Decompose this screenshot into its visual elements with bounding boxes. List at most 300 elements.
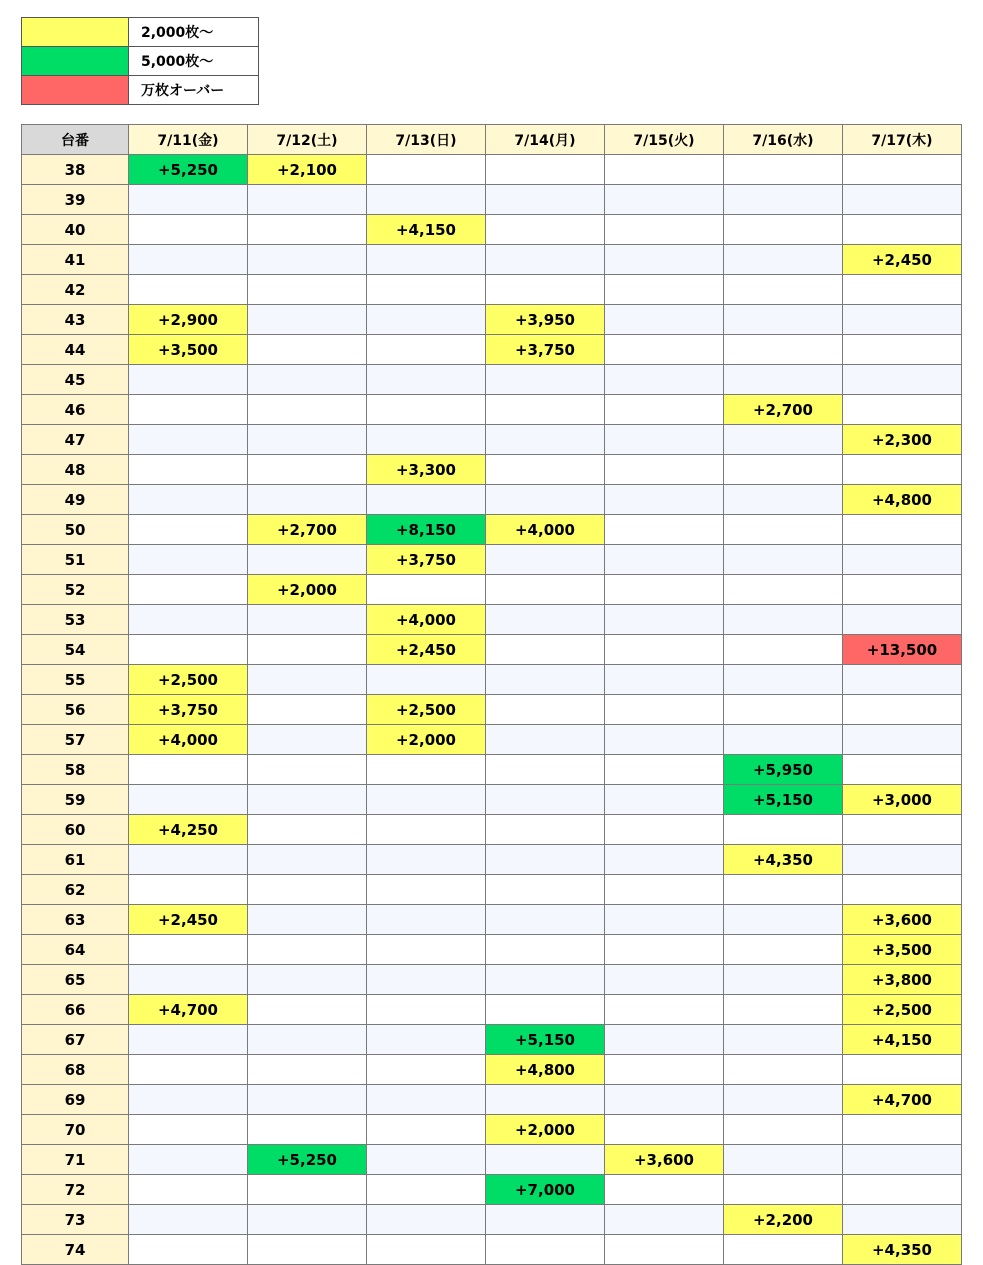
result-cell xyxy=(605,485,724,515)
result-cell xyxy=(843,725,962,755)
result-cell: +4,350 xyxy=(724,845,843,875)
result-cell xyxy=(843,755,962,785)
header-date: 7/13(日) xyxy=(367,125,486,155)
result-cell xyxy=(843,1115,962,1145)
machine-number: 57 xyxy=(22,725,129,755)
result-cell xyxy=(843,275,962,305)
machine-number: 58 xyxy=(22,755,129,785)
result-cell xyxy=(129,425,248,455)
result-cell xyxy=(605,575,724,605)
table-row xyxy=(22,1235,962,1265)
result-cell xyxy=(843,365,962,395)
result-cell xyxy=(724,995,843,1025)
machine-number: 67 xyxy=(22,1025,129,1055)
result-cell: +5,150 xyxy=(724,785,843,815)
result-cell xyxy=(605,1085,724,1115)
result-cell: +3,500 xyxy=(129,335,248,365)
result-cell: +2,500 xyxy=(843,995,962,1025)
machine-number: 63 xyxy=(22,905,129,935)
table-body xyxy=(22,155,962,1265)
result-cell xyxy=(129,575,248,605)
result-cell xyxy=(724,965,843,995)
result-cell: +2,000 xyxy=(367,725,486,755)
result-cell: +4,800 xyxy=(486,1055,605,1085)
header-date: 7/15(火) xyxy=(605,125,724,155)
result-cell xyxy=(248,545,367,575)
result-cell xyxy=(248,335,367,365)
result-cell xyxy=(248,905,367,935)
result-cell xyxy=(248,755,367,785)
result-cell xyxy=(724,905,843,935)
result-cell xyxy=(248,995,367,1025)
result-cell xyxy=(129,635,248,665)
table-row xyxy=(22,1145,962,1175)
result-cell xyxy=(724,335,843,365)
result-cell xyxy=(843,155,962,185)
table-row xyxy=(22,1115,962,1145)
result-cell xyxy=(129,1085,248,1115)
result-cell xyxy=(129,965,248,995)
result-cell xyxy=(248,215,367,245)
result-cell: +2,450 xyxy=(843,245,962,275)
machine-number: 59 xyxy=(22,785,129,815)
result-cell xyxy=(724,815,843,845)
result-cell: +3,750 xyxy=(486,335,605,365)
result-cell xyxy=(367,1115,486,1145)
result-cell xyxy=(605,545,724,575)
result-cell xyxy=(248,665,367,695)
result-cell: +2,300 xyxy=(843,425,962,455)
result-cell xyxy=(129,785,248,815)
result-cell xyxy=(605,905,724,935)
result-cell xyxy=(605,185,724,215)
result-cell xyxy=(367,755,486,785)
table-row xyxy=(22,425,962,455)
table-row xyxy=(22,635,962,665)
result-cell xyxy=(486,485,605,515)
result-cell xyxy=(129,365,248,395)
header-date: 7/16(水) xyxy=(724,125,843,155)
result-cell xyxy=(486,725,605,755)
result-cell xyxy=(367,155,486,185)
result-cell xyxy=(248,1235,367,1265)
machine-number: 53 xyxy=(22,605,129,635)
result-cell xyxy=(248,875,367,905)
result-cell: +5,950 xyxy=(724,755,843,785)
legend-row-2000 xyxy=(22,18,259,47)
results-table xyxy=(21,124,962,1265)
result-cell xyxy=(605,215,724,245)
table-row xyxy=(22,1055,962,1085)
result-cell xyxy=(129,1055,248,1085)
result-cell: +4,150 xyxy=(367,215,486,245)
machine-number: 68 xyxy=(22,1055,129,1085)
result-cell xyxy=(486,965,605,995)
result-cell xyxy=(129,875,248,905)
result-cell: +2,700 xyxy=(724,395,843,425)
result-cell xyxy=(129,485,248,515)
table-row xyxy=(22,845,962,875)
machine-number: 70 xyxy=(22,1115,129,1145)
result-cell xyxy=(367,335,486,365)
machine-number: 41 xyxy=(22,245,129,275)
machine-number: 45 xyxy=(22,365,129,395)
table-row xyxy=(22,485,962,515)
result-cell xyxy=(605,305,724,335)
result-cell xyxy=(486,575,605,605)
result-cell xyxy=(605,455,724,485)
result-cell xyxy=(843,395,962,425)
result-cell xyxy=(724,1115,843,1145)
result-cell xyxy=(843,1175,962,1205)
result-cell xyxy=(248,185,367,215)
result-cell xyxy=(843,1055,962,1085)
result-cell xyxy=(605,1055,724,1085)
table-row xyxy=(22,695,962,725)
result-cell xyxy=(248,245,367,275)
result-cell xyxy=(367,1025,486,1055)
table-row xyxy=(22,605,962,635)
result-cell xyxy=(486,215,605,245)
result-cell xyxy=(248,305,367,335)
result-cell: +2,100 xyxy=(248,155,367,185)
legend-label-5000: 5,000枚～ xyxy=(129,47,259,76)
result-cell xyxy=(843,605,962,635)
result-cell xyxy=(605,1025,724,1055)
result-cell xyxy=(367,875,486,905)
table-row xyxy=(22,215,962,245)
result-cell xyxy=(605,395,724,425)
table-row xyxy=(22,785,962,815)
result-cell: +7,000 xyxy=(486,1175,605,1205)
result-cell xyxy=(248,1175,367,1205)
result-cell xyxy=(248,275,367,305)
legend-swatch-red xyxy=(22,76,129,105)
result-cell xyxy=(248,1205,367,1235)
header-date: 7/12(土) xyxy=(248,125,367,155)
result-cell xyxy=(605,515,724,545)
result-cell xyxy=(486,875,605,905)
result-cell xyxy=(724,1145,843,1175)
table-row xyxy=(22,725,962,755)
result-cell xyxy=(129,845,248,875)
result-cell: +2,500 xyxy=(129,665,248,695)
result-cell xyxy=(724,575,843,605)
result-cell xyxy=(605,695,724,725)
result-cell xyxy=(724,455,843,485)
result-cell xyxy=(129,455,248,485)
table-row xyxy=(22,1175,962,1205)
machine-number: 72 xyxy=(22,1175,129,1205)
result-cell xyxy=(724,1085,843,1115)
result-cell: +4,800 xyxy=(843,485,962,515)
result-cell xyxy=(724,1025,843,1055)
result-cell: +2,900 xyxy=(129,305,248,335)
result-cell xyxy=(724,215,843,245)
result-cell xyxy=(248,1115,367,1145)
machine-number: 62 xyxy=(22,875,129,905)
machine-number: 44 xyxy=(22,335,129,365)
result-cell xyxy=(367,995,486,1025)
result-cell xyxy=(843,665,962,695)
table-row xyxy=(22,995,962,1025)
header-machine-number: 台番 xyxy=(22,125,129,155)
legend-row-10000 xyxy=(22,76,259,105)
result-cell xyxy=(486,395,605,425)
result-cell xyxy=(843,845,962,875)
result-cell xyxy=(129,275,248,305)
result-cell xyxy=(129,1025,248,1055)
result-cell xyxy=(843,515,962,545)
result-cell xyxy=(486,845,605,875)
result-cell xyxy=(486,995,605,1025)
result-cell: +3,750 xyxy=(367,545,486,575)
machine-number: 60 xyxy=(22,815,129,845)
result-cell xyxy=(724,1175,843,1205)
machine-number: 47 xyxy=(22,425,129,455)
result-cell xyxy=(248,635,367,665)
legend-label-2000: 2,000枚～ xyxy=(129,18,259,47)
result-cell xyxy=(843,455,962,485)
table-row xyxy=(22,305,962,335)
legend-swatch-green xyxy=(22,47,129,76)
header-date: 7/14(月) xyxy=(486,125,605,155)
table-row xyxy=(22,545,962,575)
machine-number: 42 xyxy=(22,275,129,305)
result-cell xyxy=(605,365,724,395)
result-cell xyxy=(843,1205,962,1235)
result-cell: +3,800 xyxy=(843,965,962,995)
result-cell xyxy=(486,245,605,275)
result-cell xyxy=(724,245,843,275)
result-cell xyxy=(486,665,605,695)
result-cell xyxy=(486,455,605,485)
result-cell xyxy=(724,545,843,575)
result-cell xyxy=(724,665,843,695)
result-cell xyxy=(486,905,605,935)
result-cell: +4,250 xyxy=(129,815,248,845)
result-cell xyxy=(843,1145,962,1175)
result-cell xyxy=(367,245,486,275)
result-cell: +3,300 xyxy=(367,455,486,485)
result-cell xyxy=(605,725,724,755)
result-cell xyxy=(724,275,843,305)
table-row xyxy=(22,815,962,845)
result-cell: +3,750 xyxy=(129,695,248,725)
result-cell xyxy=(486,425,605,455)
result-cell xyxy=(724,605,843,635)
result-cell xyxy=(843,305,962,335)
result-cell: +3,500 xyxy=(843,935,962,965)
result-cell: +13,500 xyxy=(843,635,962,665)
result-cell xyxy=(129,1235,248,1265)
table-row xyxy=(22,1085,962,1115)
machine-number: 64 xyxy=(22,935,129,965)
table-row xyxy=(22,455,962,485)
result-cell: +4,350 xyxy=(843,1235,962,1265)
result-cell: +5,250 xyxy=(248,1145,367,1175)
machine-number: 50 xyxy=(22,515,129,545)
result-cell xyxy=(248,725,367,755)
result-cell xyxy=(605,605,724,635)
machine-number: 40 xyxy=(22,215,129,245)
result-cell xyxy=(129,755,248,785)
result-cell xyxy=(129,1145,248,1175)
table-row xyxy=(22,335,962,365)
result-cell: +4,700 xyxy=(843,1085,962,1115)
machine-number: 39 xyxy=(22,185,129,215)
result-cell xyxy=(605,815,724,845)
result-cell xyxy=(129,185,248,215)
result-cell xyxy=(486,185,605,215)
machine-number: 69 xyxy=(22,1085,129,1115)
result-cell: +4,000 xyxy=(486,515,605,545)
table-row xyxy=(22,1025,962,1055)
result-cell xyxy=(486,1145,605,1175)
result-cell xyxy=(605,665,724,695)
table-row xyxy=(22,755,962,785)
result-cell xyxy=(843,215,962,245)
table-row xyxy=(22,245,962,275)
machine-number: 66 xyxy=(22,995,129,1025)
result-cell xyxy=(248,965,367,995)
result-cell: +5,250 xyxy=(129,155,248,185)
machine-number: 56 xyxy=(22,695,129,725)
result-cell xyxy=(248,395,367,425)
result-cell xyxy=(129,545,248,575)
result-cell xyxy=(248,1025,367,1055)
result-cell xyxy=(486,155,605,185)
result-cell xyxy=(843,335,962,365)
result-cell: +4,000 xyxy=(367,605,486,635)
result-cell xyxy=(724,935,843,965)
result-cell xyxy=(724,725,843,755)
result-cell xyxy=(605,875,724,905)
result-cell xyxy=(129,935,248,965)
result-cell: +4,700 xyxy=(129,995,248,1025)
result-cell: +2,000 xyxy=(486,1115,605,1145)
result-cell xyxy=(605,1175,724,1205)
result-cell xyxy=(367,845,486,875)
result-cell: +2,450 xyxy=(367,635,486,665)
result-cell xyxy=(605,335,724,365)
result-cell xyxy=(486,605,605,635)
result-cell xyxy=(605,155,724,185)
table-row xyxy=(22,875,962,905)
result-cell xyxy=(724,1235,843,1265)
result-cell xyxy=(248,365,367,395)
result-cell xyxy=(724,155,843,185)
table-row xyxy=(22,365,962,395)
table-row xyxy=(22,155,962,185)
machine-number: 43 xyxy=(22,305,129,335)
result-cell xyxy=(248,785,367,815)
result-cell xyxy=(129,515,248,545)
result-cell xyxy=(248,845,367,875)
result-cell xyxy=(367,1085,486,1115)
result-cell xyxy=(843,185,962,215)
result-cell xyxy=(129,395,248,425)
result-cell: +2,700 xyxy=(248,515,367,545)
result-cell: +2,450 xyxy=(129,905,248,935)
result-cell: +2,000 xyxy=(248,575,367,605)
table-row xyxy=(22,665,962,695)
result-cell xyxy=(605,995,724,1025)
result-cell xyxy=(486,545,605,575)
result-cell xyxy=(248,425,367,455)
machine-number: 61 xyxy=(22,845,129,875)
result-cell xyxy=(367,575,486,605)
result-cell xyxy=(248,485,367,515)
result-cell: +3,600 xyxy=(843,905,962,935)
header-date: 7/17(木) xyxy=(843,125,962,155)
result-cell xyxy=(486,815,605,845)
result-cell: +2,200 xyxy=(724,1205,843,1235)
result-cell xyxy=(129,605,248,635)
table-row xyxy=(22,275,962,305)
result-cell xyxy=(367,395,486,425)
result-cell xyxy=(724,515,843,545)
result-cell xyxy=(724,485,843,515)
result-cell xyxy=(129,1115,248,1145)
result-cell xyxy=(367,785,486,815)
machine-number: 54 xyxy=(22,635,129,665)
header-date: 7/11(金) xyxy=(129,125,248,155)
result-cell xyxy=(486,1235,605,1265)
machine-number: 49 xyxy=(22,485,129,515)
legend-row-5000 xyxy=(22,47,259,76)
result-cell xyxy=(605,845,724,875)
result-cell xyxy=(724,425,843,455)
result-cell: +4,000 xyxy=(129,725,248,755)
result-cell xyxy=(605,1235,724,1265)
result-cell xyxy=(129,1205,248,1235)
legend xyxy=(21,17,259,105)
result-cell xyxy=(367,485,486,515)
table-row xyxy=(22,515,962,545)
table-row xyxy=(22,185,962,215)
result-cell xyxy=(486,785,605,815)
result-cell: +3,600 xyxy=(605,1145,724,1175)
result-cell xyxy=(724,635,843,665)
table-row xyxy=(22,935,962,965)
table-row xyxy=(22,965,962,995)
result-cell: +3,000 xyxy=(843,785,962,815)
result-cell xyxy=(724,1055,843,1085)
legend-swatch-yellow xyxy=(22,18,129,47)
result-cell xyxy=(367,1145,486,1175)
result-cell xyxy=(367,905,486,935)
result-cell xyxy=(248,1055,367,1085)
result-cell: +2,500 xyxy=(367,695,486,725)
result-cell xyxy=(367,1055,486,1085)
result-cell xyxy=(367,815,486,845)
result-cell xyxy=(724,695,843,725)
table-row xyxy=(22,1205,962,1235)
machine-number: 73 xyxy=(22,1205,129,1235)
result-cell: +3,950 xyxy=(486,305,605,335)
legend-label-10000: 万枚オーバー xyxy=(129,76,259,105)
result-cell xyxy=(486,1205,605,1235)
result-cell: +5,150 xyxy=(486,1025,605,1055)
result-cell xyxy=(367,425,486,455)
machine-number: 46 xyxy=(22,395,129,425)
result-cell xyxy=(248,695,367,725)
result-cell xyxy=(605,935,724,965)
result-cell xyxy=(486,695,605,725)
result-cell: +8,150 xyxy=(367,515,486,545)
result-cell xyxy=(367,665,486,695)
